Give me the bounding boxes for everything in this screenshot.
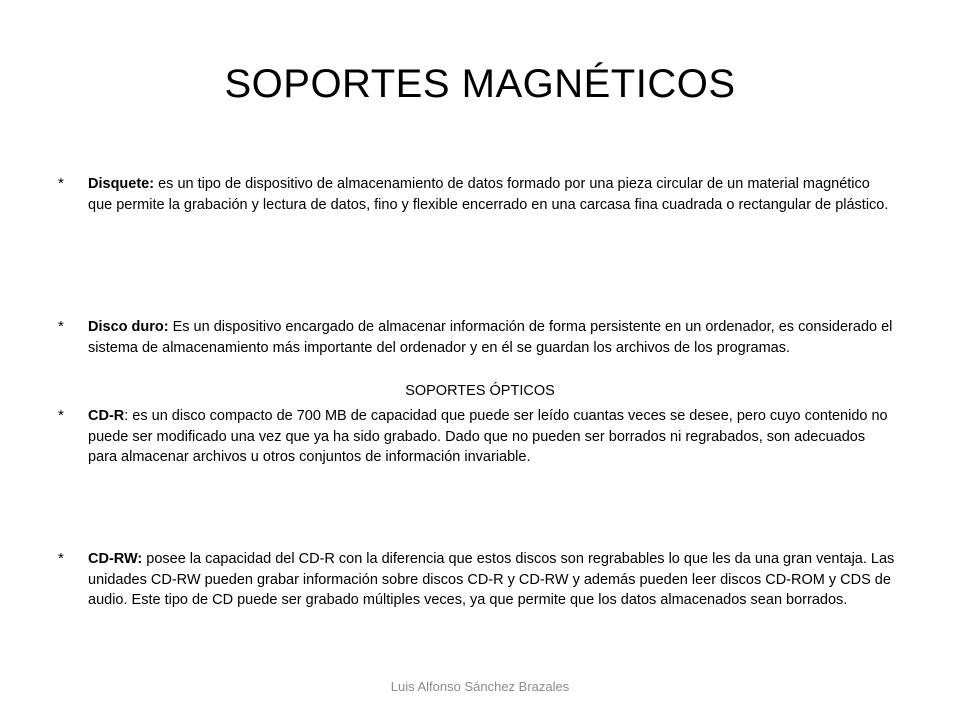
bullet-item-cd-rw xyxy=(58,549,898,611)
footer-author: Luis Alfonso Sánchez Brazales xyxy=(390,679,570,694)
bullet-item-cd-r xyxy=(58,406,898,468)
bullet-text xyxy=(88,549,898,611)
bullet-description: posee la capacidad del CD-R con la diferencia que estos discos son regrabables lo que les da una gran ventaja. Las unidades CD-RW pueden grabar información sobre discos CD-R y CD-RW y además pueden leer discos CD-ROM y CDS de audio. Este tipo de CD puede ser grabado múltiples veces, ya que permite que los datos almacenados sean borrados. xyxy=(88,551,895,608)
bullet-text xyxy=(88,406,898,468)
bullet-mark: * xyxy=(58,318,64,335)
bullet-mark: * xyxy=(58,550,64,567)
bullet-description: es un tipo de dispositivo de almacenamiento de datos formado por una pieza circular de un material magnético que permite la grabación y lectura de datos, fino y flexible encerrado en una carcasa fina cuadrada o rectangular de plástico. xyxy=(88,176,889,213)
bullet-mark: * xyxy=(58,175,64,192)
bullet-term: Disquete: xyxy=(88,176,155,192)
slide-title: SOPORTES MAGNÉTICOS xyxy=(224,62,736,106)
bullet-text xyxy=(88,174,898,215)
section-subheading: SOPORTES ÓPTICOS xyxy=(405,383,555,399)
bullet-text xyxy=(88,317,898,358)
bullet-mark: * xyxy=(58,407,64,424)
bullet-item-disquete xyxy=(58,174,898,215)
bullet-term: Disco duro: xyxy=(88,319,169,335)
bullet-term: CD-R xyxy=(88,408,125,424)
bullet-description: Es un dispositivo encargado de almacenar información de forma persistente en un ordenador, es considerado el sistema de almacenamiento más importante del ordenador y en él se guardan los archivos de los programas. xyxy=(88,319,893,356)
bullet-term: CD-RW: xyxy=(88,551,143,567)
bullet-item-disco-duro xyxy=(58,317,898,358)
bullet-description: : es un disco compacto de 700 MB de capacidad que puede ser leído cuantas veces se desee, pero cuyo contenido no puede ser modificado una vez que ya ha sido grabado. Dado que no pueden ser borrados ni regrabados, son adecuados para almacenar archivos u otros conjuntos de información invariable. xyxy=(88,408,888,465)
